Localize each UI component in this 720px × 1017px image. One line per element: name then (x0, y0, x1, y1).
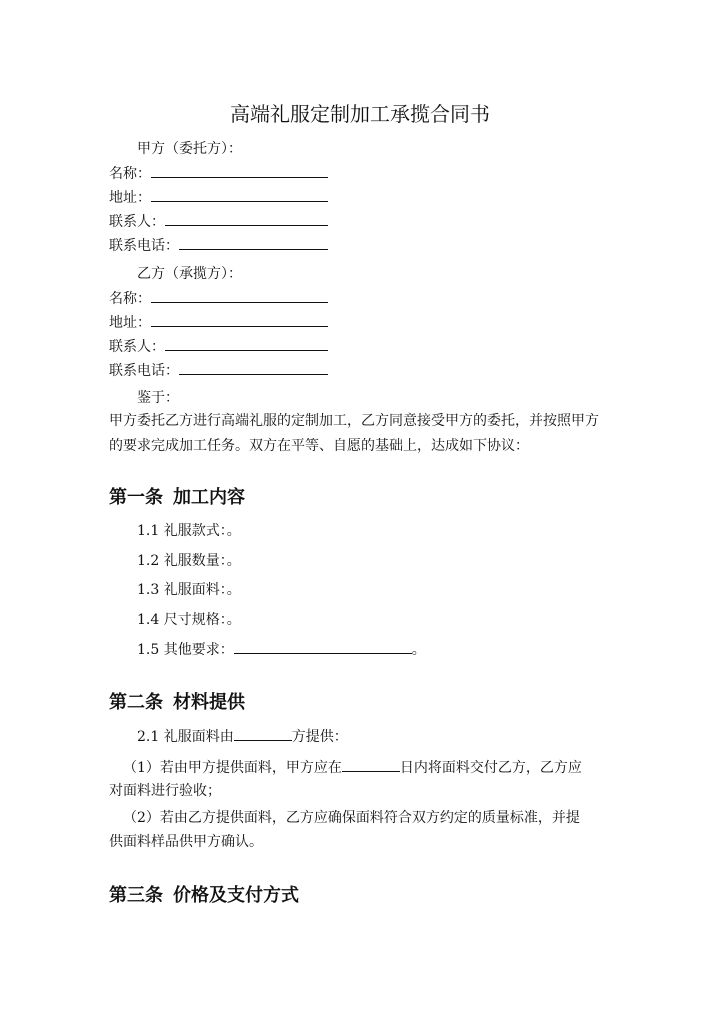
article-1-item (137, 611, 241, 629)
party-a-phone-field[interactable] (179, 236, 328, 250)
party-a-name-field[interactable] (151, 164, 328, 178)
item-number: 2.1 (137, 729, 160, 745)
article-1-number: 第一条 (109, 487, 163, 508)
other-requirements-field[interactable] (234, 640, 412, 654)
item-text: 尺寸规格：。 (163, 612, 241, 628)
party-a-address-label: 地址： (109, 190, 151, 206)
party-b-name-row (109, 289, 328, 308)
article-2-heading (109, 688, 245, 714)
article-1-title: 加工内容 (173, 487, 245, 508)
party-a-name-label: 名称： (109, 166, 151, 182)
item-number: 1.1 (137, 523, 160, 539)
party-b-contact-row (109, 337, 328, 356)
delivery-days-field[interactable] (342, 758, 400, 772)
party-a-address-row (109, 188, 328, 207)
party-a-phone-label: 联系电话： (109, 238, 179, 254)
item-suffix: 。 (411, 642, 426, 658)
party-b-phone-label: 联系电话： (109, 363, 179, 379)
party-b-address-row (109, 313, 328, 332)
party-b-phone-row (109, 361, 328, 380)
party-b-name-label: 名称： (109, 291, 151, 307)
party-a-name-row (109, 164, 328, 183)
party-a-phone-row (109, 236, 328, 255)
article-2-title: 材料提供 (173, 692, 245, 713)
p1-suffix: 日内将面料交付乙方，乙方应 (399, 760, 582, 776)
item-text: 礼服数量：。 (163, 553, 241, 569)
party-b-name-field[interactable] (151, 289, 328, 303)
article-2-number: 第二条 (109, 692, 163, 713)
article-1-item (137, 581, 241, 599)
document-title: 高端礼服定制加工承揽合同书 (230, 102, 490, 126)
preamble-line-1: 甲方委托乙方进行高端礼服的定制加工，乙方同意接受甲方的委托，并按照甲方 (109, 413, 599, 429)
article-1-heading (109, 483, 245, 509)
article-2-p1-line-2: 对面料进行验收； (109, 783, 221, 799)
whereas-label: 鉴于： (137, 390, 179, 406)
article-1-item (137, 640, 426, 659)
article-2-p2-line-1: （2）若由乙方提供面料，乙方应确保面料符合双方约定的质量标准，并提 (123, 810, 580, 826)
party-a-address-field[interactable] (151, 188, 328, 202)
item-number: 1.4 (137, 612, 160, 628)
article-3-number: 第三条 (109, 885, 163, 906)
article-2-p1-line-1 (123, 758, 582, 777)
item-text: 其他要求： (163, 642, 234, 658)
item-number: 1.3 (137, 582, 160, 598)
article-1-item (137, 522, 241, 540)
item-text-suffix: 方提供： (291, 729, 348, 745)
item-text: 礼服款式：。 (163, 523, 241, 539)
article-3-heading (109, 881, 299, 907)
party-b-phone-field[interactable] (179, 361, 328, 375)
article-2-item (137, 727, 348, 746)
party-b-contact-field[interactable] (165, 337, 328, 351)
party-b-address-field[interactable] (151, 313, 328, 327)
article-3-title: 价格及支付方式 (173, 885, 299, 906)
preamble-line-2: 的要求完成加工任务。双方在平等、自愿的基础上，达成如下协议： (109, 438, 529, 454)
item-text: 礼服面料：。 (163, 582, 241, 598)
item-number: 1.2 (137, 553, 160, 569)
party-b-heading: 乙方（承揽方）： (137, 266, 242, 282)
party-b-address-label: 地址： (109, 315, 151, 331)
item-number: 1.5 (137, 642, 160, 658)
p1-prefix: （1）若由甲方提供面料，甲方应在 (123, 760, 342, 776)
article-2-p2-line-2: 供面料样品供甲方确认。 (109, 834, 263, 850)
party-b-contact-label: 联系人： (109, 339, 165, 355)
party-a-contact-row (109, 212, 328, 231)
party-a-contact-label: 联系人： (109, 214, 165, 230)
fabric-provider-field[interactable] (234, 727, 292, 741)
party-a-heading: 甲方（委托方）： (137, 141, 242, 157)
party-a-contact-field[interactable] (165, 212, 328, 226)
item-text: 礼服面料由 (163, 729, 234, 745)
article-1-item (137, 552, 241, 570)
